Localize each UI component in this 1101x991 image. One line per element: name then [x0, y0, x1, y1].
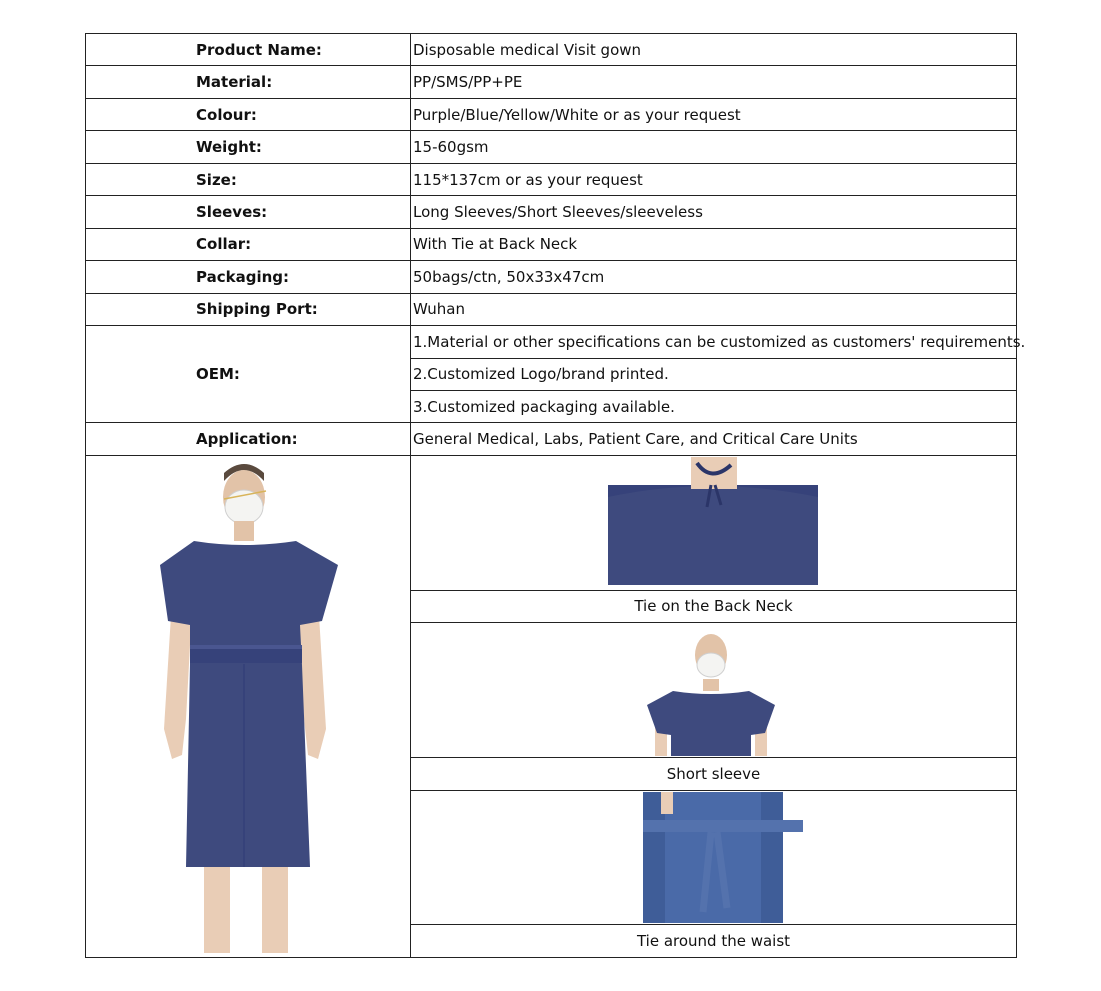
image-caption: Short sleeve	[411, 757, 1017, 790]
spec-label: OEM:	[86, 326, 411, 423]
oem-line: 2.Customized Logo/brand printed.	[411, 358, 1017, 390]
gown-full-figure-image	[86, 459, 410, 953]
product-spec-table	[85, 33, 1026, 958]
spec-row-colour	[86, 98, 1017, 130]
spec-value: 50bags/ctn, 50x33x47cm	[411, 261, 1017, 293]
spec-row-application	[86, 423, 1017, 455]
waist-tie-photo	[411, 790, 1017, 925]
spec-label: Sleeves:	[86, 196, 411, 228]
spec-value: General Medical, Labs, Patient Care, and Critical Care Units	[411, 423, 1017, 455]
spec-row-collar	[86, 228, 1017, 260]
spec-row-product-name	[86, 34, 1017, 66]
spec-label: Application:	[86, 423, 411, 455]
spec-row-sleeves	[86, 196, 1017, 228]
spec-label: Collar:	[86, 228, 411, 260]
spec-value: Long Sleeves/Short Sleeves/sleeveless	[411, 196, 1017, 228]
spec-value: Disposable medical Visit gown	[411, 34, 1017, 66]
waist-tie-image	[411, 792, 1016, 923]
spec-label: Product Name:	[86, 34, 411, 66]
main-product-photo	[86, 455, 411, 957]
spec-label: Size:	[86, 163, 411, 195]
spec-row-weight	[86, 131, 1017, 163]
spec-row-shipping-port	[86, 293, 1017, 325]
spec-label: Material:	[86, 66, 411, 98]
spec-label: Shipping Port:	[86, 293, 411, 325]
image-caption: Tie around the waist	[411, 925, 1017, 958]
spec-value: Purple/Blue/Yellow/White or as your request	[411, 98, 1017, 130]
oem-line: 1.Material or other specifications can be customized as customers' requirements.	[411, 326, 1017, 358]
short-sleeve-photo	[411, 623, 1017, 758]
image-caption: Tie on the Back Neck	[411, 590, 1017, 623]
spec-value: PP/SMS/PP+PE	[411, 66, 1017, 98]
spec-row-packaging	[86, 261, 1017, 293]
oem-line: 3.Customized packaging available.	[411, 390, 1017, 422]
spec-label: Colour:	[86, 98, 411, 130]
spec-row-size	[86, 163, 1017, 195]
gallery-row-1	[86, 455, 1017, 590]
spec-label: Weight:	[86, 131, 411, 163]
spec-row-material	[86, 66, 1017, 98]
spec-row-oem	[86, 326, 1017, 358]
back-neck-image	[411, 457, 1016, 588]
back-neck-photo	[411, 455, 1017, 590]
spec-value: 15-60gsm	[411, 131, 1017, 163]
short-sleeve-image	[411, 625, 1016, 756]
spec-value: With Tie at Back Neck	[411, 228, 1017, 260]
spec-value: Wuhan	[411, 293, 1017, 325]
spec-label: Packaging:	[86, 261, 411, 293]
spec-value: 115*137cm or as your request	[411, 163, 1017, 195]
